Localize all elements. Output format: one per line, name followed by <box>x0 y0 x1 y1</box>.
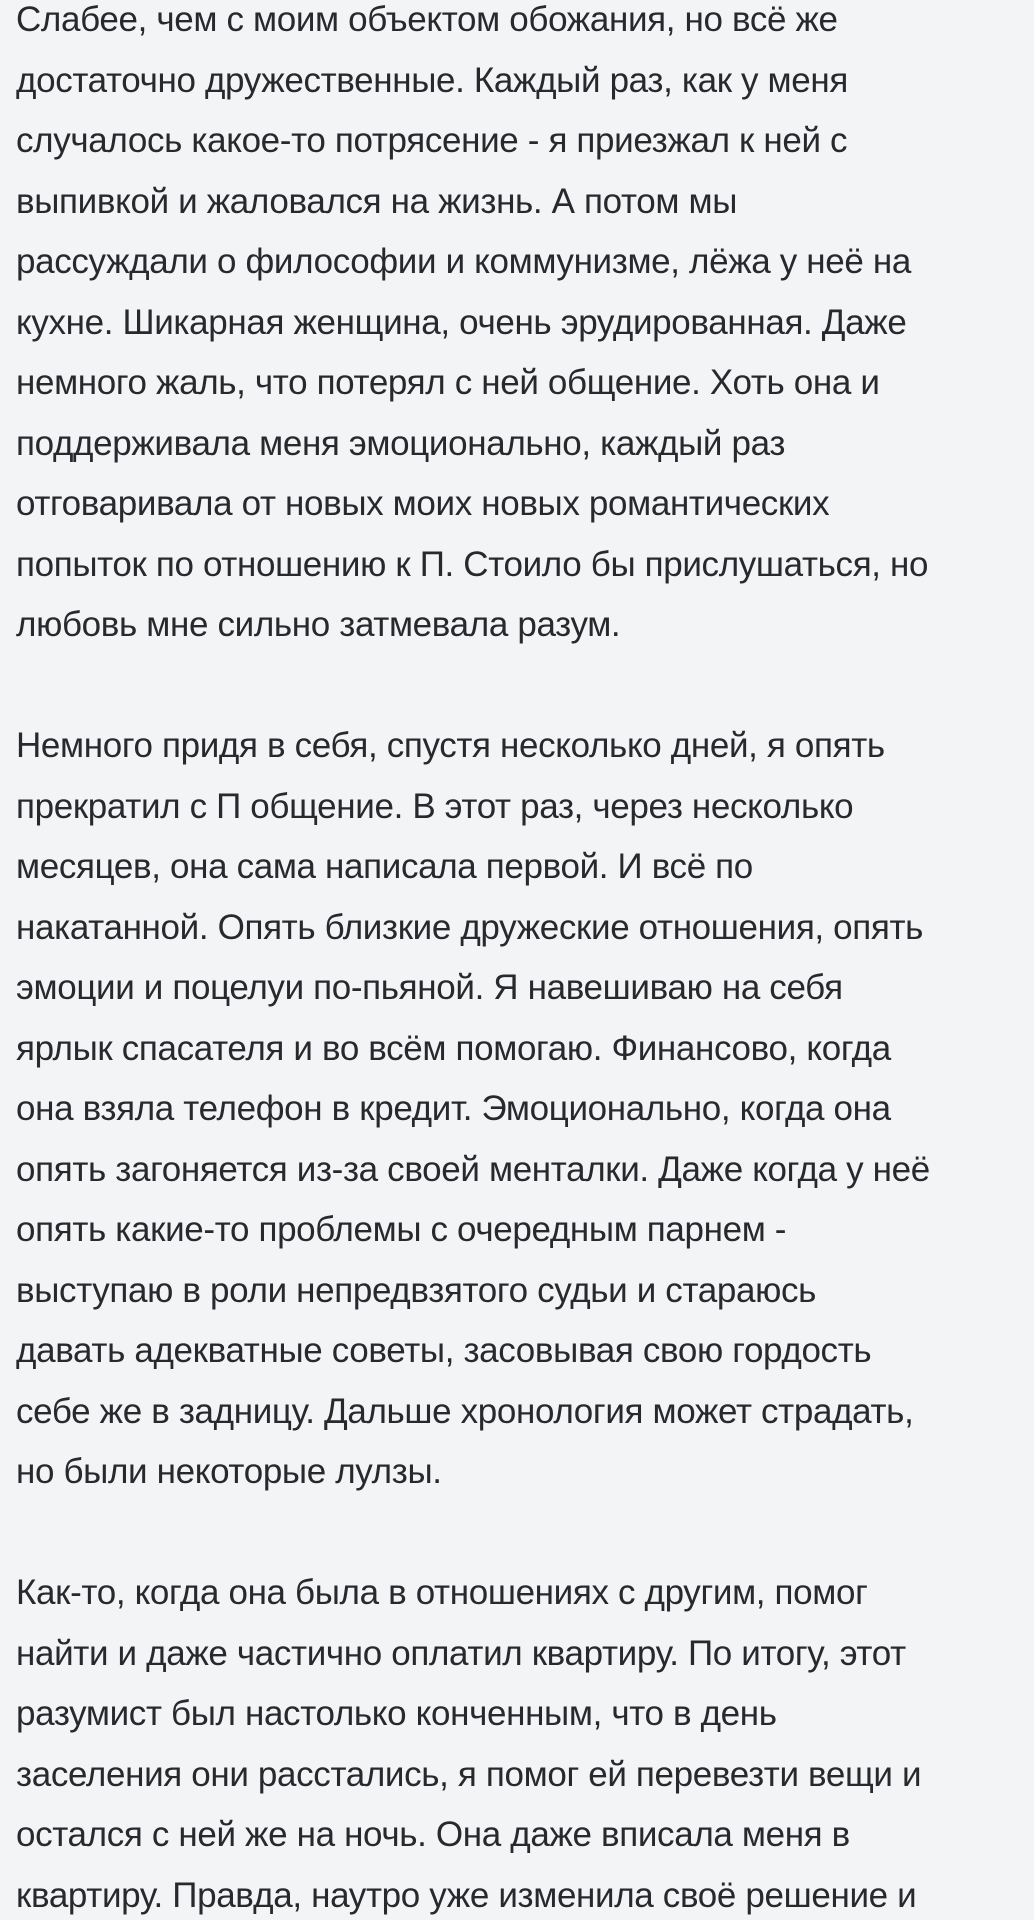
text-line: накатанной. Опять близкие дружеские отношения, опять <box>16 907 924 947</box>
text-line: рассуждали о философии и коммунизме, лёжа у неё на <box>16 242 911 281</box>
text-line: немного жаль, что потерял с ней общение. Хоть она и <box>16 363 880 402</box>
text-line: кухне. Шикарная женщина, очень эрудированная. Даже <box>16 302 907 342</box>
text-line: опять загоняется из-за своей менталки. Даже когда у неё <box>16 1149 930 1189</box>
text-line: выпивкой и жаловался на жизнь. А потом мы <box>16 181 738 221</box>
text-line: прекратил с П общение. В этот раз, через несколько <box>16 786 854 826</box>
text-line: Как-то, когда она была в отношениях с другим, помог <box>16 1573 868 1612</box>
text-line: она взяла телефон в кредит. Эмоционально, когда она <box>16 1089 891 1128</box>
text-line: выступаю в роли непредвзятого судьи и стараюсь <box>16 1270 817 1310</box>
text-line: Слабее, чем с моим объектом обожания, но всё же <box>16 0 838 39</box>
text-line: остался с ней же на ночь. Она даже вписала меня в <box>16 1815 850 1854</box>
text-line: поддерживала меня эмоционально, каждый раз <box>16 423 786 463</box>
text-line: найти и даже частично оплатил квартиру. По итогу, этот <box>16 1633 906 1673</box>
text-line: ярлык спасателя и во всём помогаю. Финансово, когда <box>16 1028 891 1068</box>
text-line: заселения они расстались, я помог ей перевезти вещи и <box>16 1754 922 1794</box>
text-line: отговаривала от новых моих новых романтических <box>16 484 830 523</box>
text-line: квартиру. Правда, наутро уже изменила своё решение и <box>16 1875 917 1915</box>
text-line: опять какие-то проблемы с очередным парнем - <box>16 1210 787 1249</box>
text-line: но были некоторые лулзы. <box>16 1452 442 1491</box>
text-line: эмоции и поцелуи по-пьяной. Я навешиваю на себя <box>16 968 843 1007</box>
paragraph-spacer <box>16 656 1016 717</box>
text-line: месяцев, она сама написала первой. И всё по <box>16 847 753 886</box>
text-line: Немного придя в себя, спустя несколько дней, я опять <box>16 726 885 765</box>
paragraph <box>16 0 1016 656</box>
text-line: достаточно дружественные. Каждый раз, как у меня <box>16 60 848 100</box>
text-line: себе же в задницу. Дальше хронология может страдать, <box>16 1391 914 1431</box>
paragraph <box>16 1563 1016 1920</box>
text-line: попыток по отношению к П. Стоило бы прислушаться, но <box>16 544 929 584</box>
text-line: давать адекватные советы, засовывая свою гордость <box>16 1331 872 1370</box>
paragraph <box>16 716 1016 1503</box>
text-line: любовь мне сильно затмевала разум. <box>16 605 621 644</box>
text-line: случалось какое-то потрясение - я приезжал к ней с <box>16 121 848 160</box>
text-line: разумист был настолько конченным, что в день <box>16 1694 777 1733</box>
paragraph-spacer <box>16 1503 1016 1564</box>
